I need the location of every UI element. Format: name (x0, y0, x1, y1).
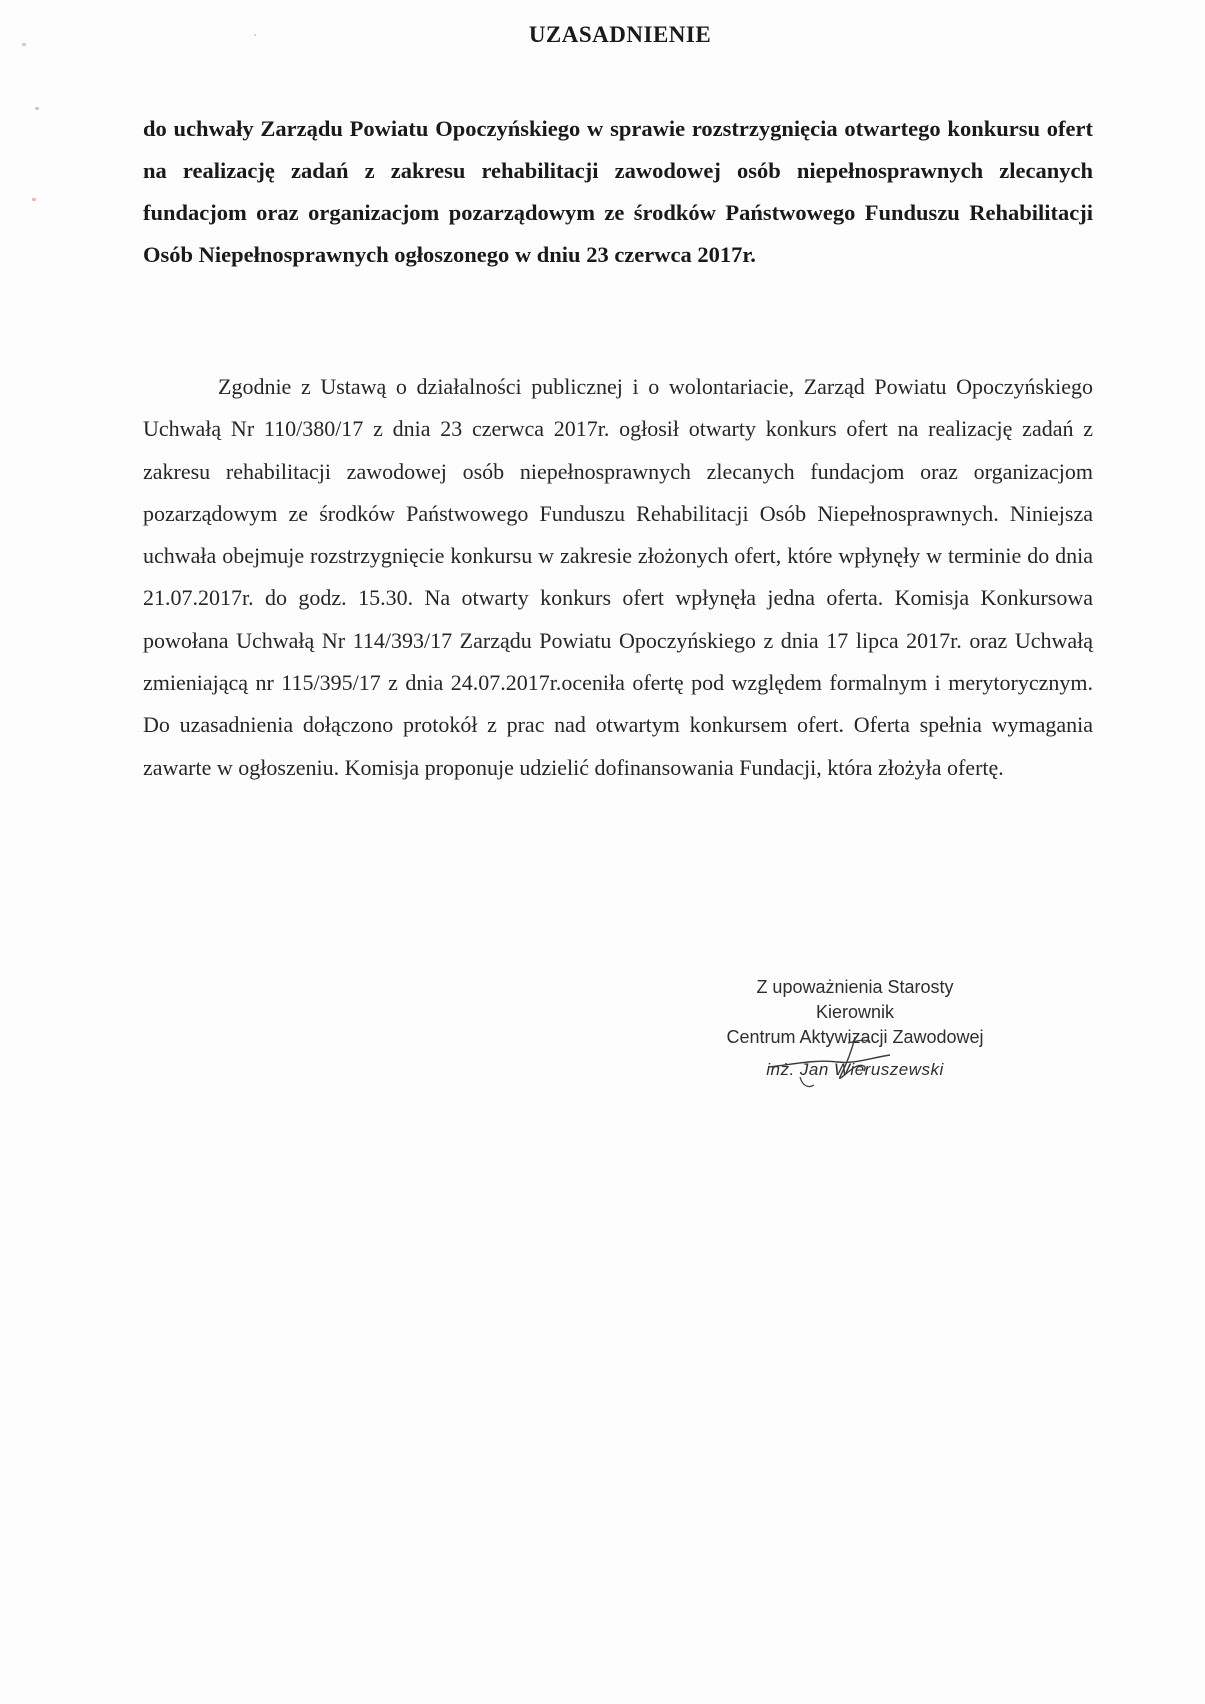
signature-department: Centrum Aktywizacji Zawodowej (726, 1027, 984, 1047)
document-subject: do uchwały Zarządu Powiatu Opoczyńskiego w sprawie rozstrzygnięcia otwartego konkursu ofert na realizację zadań z zakresu rehabilitacji zawodowej osób niepełnosprawnych zlecanych fundacjom oraz organizacjom pozarządowym ze środków Państwowego Funduszu Rehabilitacji Osób Niepełnosprawnych ogłoszonego w dniu 23 czerwca 2017r. (143, 116, 1093, 267)
scan-speck (35, 107, 39, 110)
signature-position: Kierownik (815, 1002, 895, 1022)
signature-authorization: Z upoważnienia Starosty (756, 977, 954, 997)
signature-name: inż. Jan Wieruszewski (766, 1060, 944, 1079)
document-body: Zgodnie z Ustawą o działalności publicznej i o wolontariacie, Zarząd Powiatu Opoczyńskiego Uchwałą Nr 110/380/17 z dnia 23 czerwca 2017r. ogłosił otwarty konkurs ofert na realizację zadań z zakresu rehabilitacji zawodowej osób niepełnosprawnych zlecanych fundacjom oraz organizacjom pozarządowym ze środków Państwowego Funduszu Rehabilitacji Osób Niepełnosprawnych. Niniejsza uchwała obejmuje rozstrzygnięcie konkursu w zakresie złożonych ofert, które wpłynęły w terminie do dnia 21.07.2017r. do godz. 15.30. Na otwarty konkurs ofert wpłynęła jedna oferta. Komisja Konkursowa powołana Uchwałą Nr 114/393/17 Zarządu Powiatu Opoczyńskiego z dnia 17 lipca 2017r. oraz Uchwałą zmieniającą nr 115/395/17 z dnia 24.07.2017r.oceniła ofertę pod względem formalnym i merytorycznym. Do uzasadnienia dołączono protokół z prac nad otwartym konkursem ofert. Oferta spełnia wymagania zawarte w ogłoszeniu. Komisja proponuje udzielić dofinansowania Fundacji, która złożyła ofertę. (143, 374, 1093, 780)
handwritten-signature (760, 1025, 930, 1095)
scan-speck (32, 198, 36, 201)
document-title: UZASADNIENIE (528, 22, 712, 47)
